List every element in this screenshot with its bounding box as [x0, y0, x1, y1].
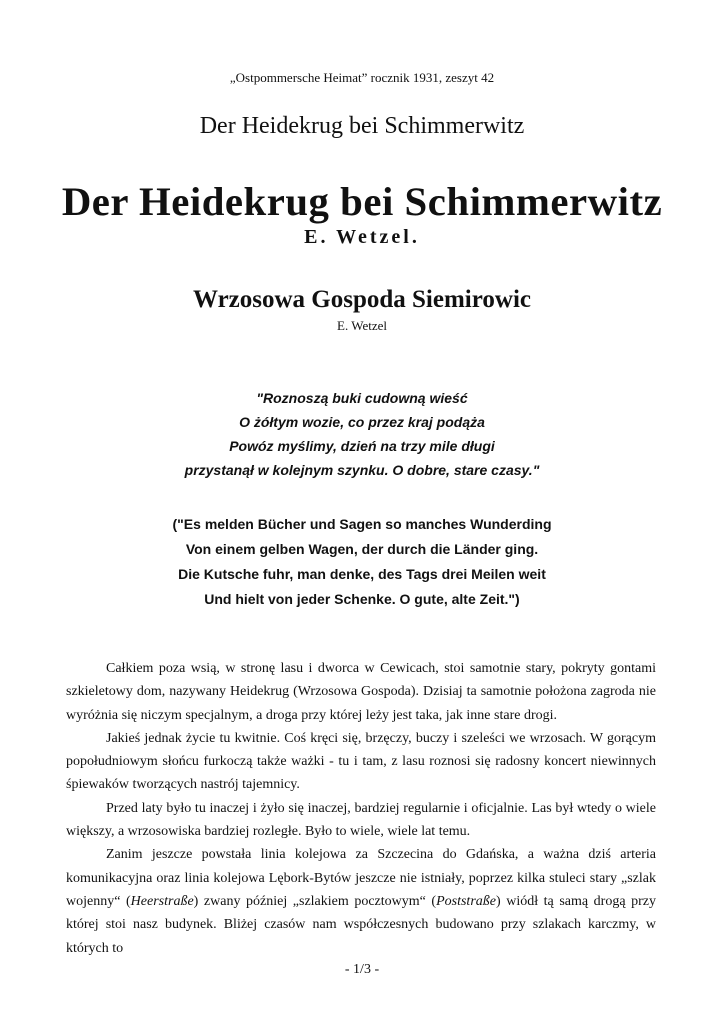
paragraph: Całkiem poza wsią, w stronę lasu i dworca w Cewicach, stoi samotnie stary, pokryty gontami szkieletowy dom, nazywany Heidekrug (Wrzosowa Gospoda). Dzisiaj ta samotnie położona zagroda nie wyróżnia się niczym specjalnym, a droga przy której leży jest taka, jak inne stare drogi. — [66, 661, 656, 723]
body-text — [66, 657, 656, 960]
page-number: - 1/3 - — [344, 962, 380, 977]
fraktur-title-image: Der Heidekrug bei Schimmerwitz — [61, 179, 663, 224]
term-heerstrasse: Heerstraße — [130, 893, 194, 909]
paragraph: Przed laty było tu inaczej i żyło się inaczej, bardziej regularnie i oficjalnie. Las był wtedy o wiele większy, a wrzosowiska bardziej rozległe. Było to wiele, wiele lat temu. — [66, 800, 656, 840]
poem-line: O żółtym wozie, co przez kraj podąża — [239, 414, 485, 430]
paragraph — [66, 843, 656, 959]
title-polish: Wrzosowa Gospoda Siemirowic — [193, 286, 531, 313]
poem-line: Powóz myślimy, dzień na trzy mile długi — [229, 438, 495, 454]
poem-line: ("Es melden Bücher und Sagen so manches Wunderding — [172, 516, 552, 532]
paragraph-text: ) wiódł tą samą drogą przy której stoi nasz budynek. Bliżej czasów nam współczesnych budowano przy szlakach karczmy, w których to — [66, 893, 656, 956]
poem-german — [0, 512, 724, 612]
poem-line: Die Kutsche fuhr, man denke, des Tags drei Meilen weit — [178, 566, 546, 582]
fraktur-author-image: E. Wetzel. — [304, 226, 420, 248]
poem-line: Von einem gelben Wagen, der durch die Länder ging. — [185, 541, 539, 557]
title-german: Der Heidekrug bei Schimmerwitz — [199, 113, 525, 139]
poem-polish — [0, 386, 724, 482]
author-line: E. Wetzel — [337, 318, 387, 333]
paragraph-text: ) zwany później „szlakiem pocztowym“ ( — [193, 893, 437, 909]
poem-line: przystanął w kolejnym szynku. O dobre, stare czasy." — [184, 462, 540, 478]
paragraph: Jakieś jednak życie tu kwitnie. Coś kręci się, brzęczy, buczy i szeleści we wrzosach. W gorącym popołudniowym słońcu furkoczą także ważki - tu i tam, z lasu roznosi się radosny koncert niewinnych śpiewaków tworzących nastrój tajemnicy. — [66, 730, 656, 793]
poem-line: Und hielt von jeder Schenke. O gute, alte Zeit.") — [204, 591, 520, 607]
poem-line: "Roznoszą buki cudowną wieść — [256, 390, 468, 406]
term-poststrasse: Poststraße — [436, 893, 496, 909]
source-line: „Ostpommersche Heimat” rocznik 1931, zeszyt 42 — [229, 70, 495, 85]
paragraph-text: Zanim jeszcze powstała linia kolejowa za Szczecina do Gdańska, a ważna dziś arteria komunikacyjna oraz linia kolejowa Lębork-Bytów jeszcze nie istniały, poprzez kilka stuleci stary „szlak wojenny“ ( — [66, 847, 656, 909]
